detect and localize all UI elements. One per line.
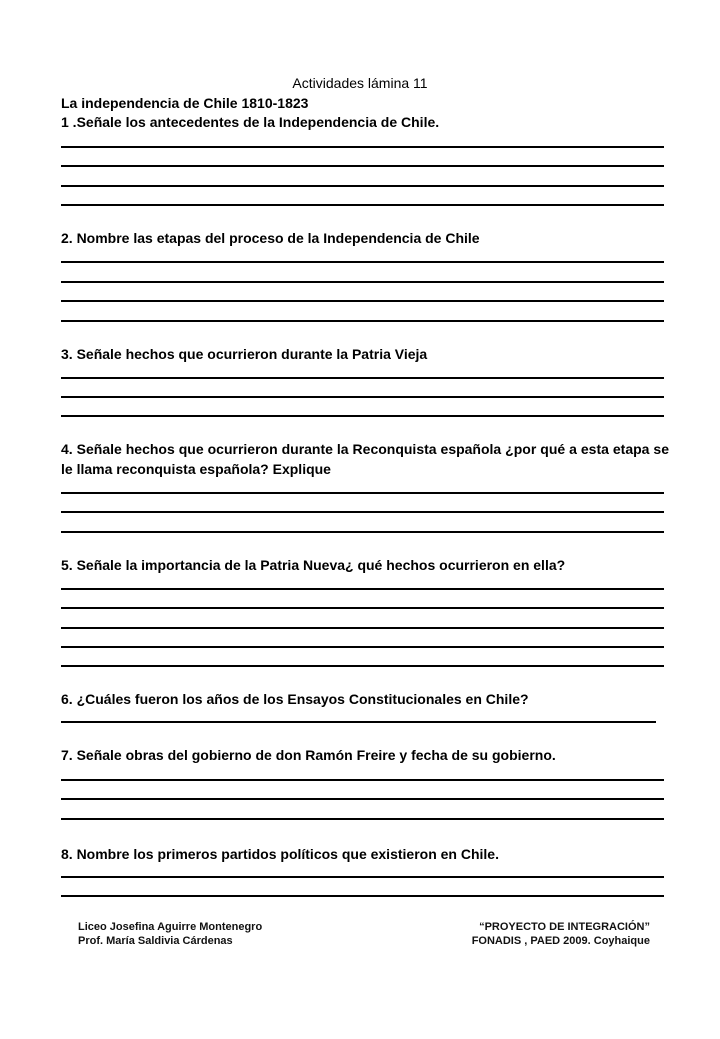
answer-line <box>61 185 664 187</box>
answer-line <box>61 531 664 533</box>
footer-teacher: Prof. María Saldivia Cárdenas <box>78 935 233 947</box>
answer-line <box>61 627 664 629</box>
answer-line <box>61 204 664 206</box>
answer-line <box>61 895 664 897</box>
footer-project <box>472 920 650 948</box>
answer-line <box>61 320 664 322</box>
question-8: 8. Nombre los primeros partidos políticos que existieron en Chile. <box>61 846 499 862</box>
answer-line <box>61 281 664 283</box>
answer-line <box>61 876 664 878</box>
question-3: 3. Señale hechos que ocurrieron durante la Patria Vieja <box>61 346 428 362</box>
answer-line <box>61 261 664 263</box>
page-title: Actividades lámina 11 <box>292 75 428 91</box>
answer-line <box>61 798 664 800</box>
answer-line <box>61 588 664 590</box>
answer-line <box>61 396 664 398</box>
answer-line <box>61 415 664 417</box>
question-1: 1 .Señale los antecedentes de la Independencia de Chile. <box>61 114 440 130</box>
answer-line <box>61 300 664 302</box>
answer-line <box>61 779 664 781</box>
answer-line <box>61 721 656 723</box>
question-7: 7. Señale obras del gobierno de don Ramón Freire y fecha de su gobierno. <box>61 747 556 763</box>
page-subtitle: La independencia de Chile 1810-1823 <box>61 95 309 111</box>
answer-line <box>61 818 664 820</box>
answer-line <box>61 646 664 648</box>
answer-line <box>61 492 664 494</box>
answer-line <box>61 377 664 379</box>
answer-line <box>61 607 664 609</box>
footer-school <box>78 920 262 948</box>
question-5: 5. Señale la importancia de la Patria Nueva¿ qué hechos ocurrieron en ella? <box>61 557 566 573</box>
footer-school-name: Liceo Josefina Aguirre Montenegro <box>78 921 263 933</box>
answer-line <box>61 665 664 667</box>
answer-line <box>61 511 664 513</box>
answer-line <box>61 146 664 148</box>
footer-project-name: “PROYECTO DE INTEGRACIÓN” <box>479 921 650 933</box>
question-6: 6. ¿Cuáles fueron los años de los Ensayos Constitucionales en Chile? <box>61 691 529 707</box>
footer-project-details: FONADIS , PAED 2009. Coyhaique <box>471 935 650 947</box>
question-2: 2. Nombre las etapas del proceso de la Independencia de Chile <box>61 230 480 246</box>
answer-line <box>61 165 664 167</box>
question-4: 4. Señale hechos que ocurrieron durante la Reconquista española ¿por qué a esta etapa se le llama reconquista española? Explique <box>61 441 669 477</box>
